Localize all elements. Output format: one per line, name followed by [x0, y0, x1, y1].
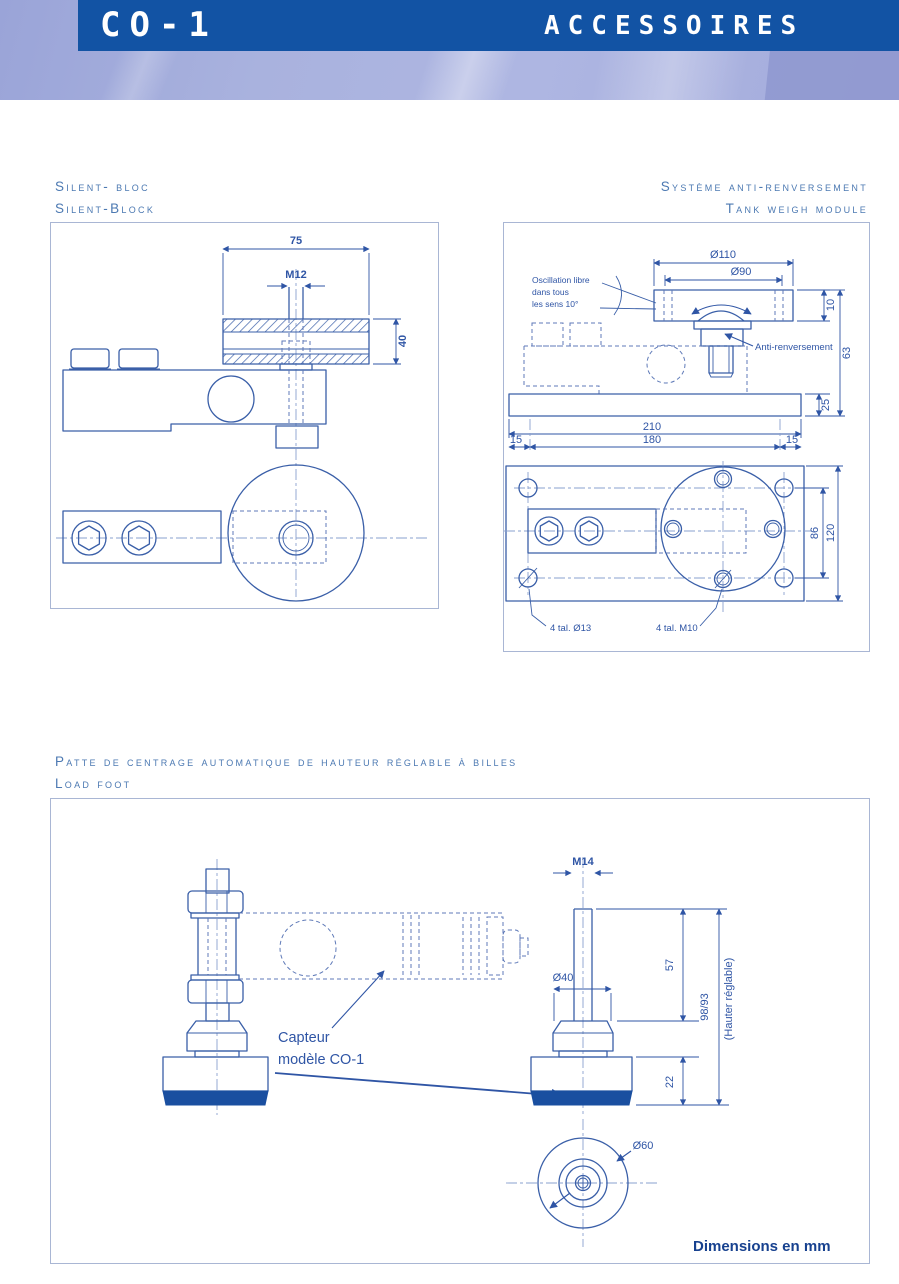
- tank-module-panel: [503, 222, 870, 652]
- svg-text:15: 15: [509, 434, 523, 446]
- svg-text:98/93: 98/93: [699, 993, 711, 1021]
- svg-text:Ø110: Ø110: [709, 249, 737, 261]
- anti-tip-disc: [654, 290, 793, 321]
- svg-text:Oscillation libre: Oscillation libre: [532, 275, 590, 285]
- centerline: [56, 269, 429, 597]
- svg-text:les sens 10°: les sens 10°: [532, 299, 579, 309]
- dim-height-40: [373, 319, 409, 364]
- tank-module-top-view: [504, 461, 812, 615]
- silent-bloc-drawing: [51, 223, 436, 606]
- load-foot-drawing: [51, 799, 867, 1261]
- page-title: ACCESSOIRES: [544, 11, 805, 41]
- units-note: Dimensions en mm: [693, 1238, 831, 1255]
- svg-text:120: 120: [825, 523, 837, 543]
- svg-text:4 tal. M10: 4 tal. M10: [656, 623, 698, 634]
- svg-text:10: 10: [825, 298, 837, 312]
- dim-86: [795, 488, 829, 578]
- anti-tip-label: [725, 334, 833, 353]
- silent-block-disc: [223, 319, 369, 364]
- load-cell-side-view: [63, 349, 326, 448]
- svg-text:57: 57: [664, 958, 676, 972]
- svg-text:Anti-renversement: Anti-renversement: [755, 342, 833, 353]
- svg-text:Ø60: Ø60: [632, 1140, 654, 1152]
- dim-thread-m14: [553, 856, 613, 873]
- section-title-load-foot: [55, 751, 517, 795]
- svg-text:(Hauter réglable): (Hauter réglable): [723, 957, 735, 1041]
- silent-bloc-panel: [50, 222, 439, 609]
- section-title-en: Silent-Block: [55, 201, 156, 216]
- foot-bottom-view: [506, 1119, 659, 1247]
- product-code: CO-1: [100, 5, 218, 45]
- svg-text:22: 22: [664, 1075, 676, 1089]
- anti-tip-pedestal: [694, 321, 751, 377]
- svg-text:86: 86: [809, 526, 821, 540]
- svg-text:180: 180: [642, 434, 662, 446]
- svg-text:M12: M12: [285, 269, 307, 281]
- dim-d110: [654, 249, 793, 286]
- section-title-fr: Système anti-renversement: [660, 179, 868, 194]
- svg-text:25: 25: [820, 398, 832, 412]
- sensor-label: [275, 971, 563, 1096]
- dim-d90: [665, 266, 782, 286]
- svg-text:40: 40: [397, 334, 409, 348]
- svg-text:Capteur: Capteur: [278, 1030, 330, 1046]
- header-band: [78, 0, 899, 51]
- section-title-en: Tank weigh module: [725, 201, 868, 216]
- load-foot-panel: [50, 798, 870, 1264]
- tank-module-drawing: [504, 223, 867, 649]
- load-cell-hidden-outline: [524, 323, 747, 394]
- svg-text:Ø40: Ø40: [552, 972, 574, 984]
- hole-labels: [529, 589, 722, 634]
- header-banner: [0, 0, 899, 100]
- silent-bloc-top-view: [63, 465, 364, 601]
- section-title-tank-module: [661, 176, 868, 220]
- dim-22: [636, 1057, 699, 1105]
- dim-25: [805, 394, 832, 416]
- svg-text:M14: M14: [572, 856, 594, 868]
- section-title-fr: Silent- bloc: [55, 179, 150, 194]
- section-title-en: Load foot: [55, 776, 132, 791]
- svg-text:Ø90: Ø90: [730, 266, 752, 278]
- svg-text:15: 15: [785, 434, 799, 446]
- dim-98-93: [636, 909, 735, 1105]
- svg-text:4 tal. Ø13: 4 tal. Ø13: [550, 623, 592, 634]
- base-plate-side: [509, 394, 801, 416]
- foot-detail-right: [531, 909, 632, 1105]
- dim-10: [797, 290, 837, 321]
- section-title-fr: Patte de centrage automatique de hauteur réglable à billes: [55, 754, 518, 769]
- svg-text:75: 75: [289, 235, 303, 247]
- svg-text:63: 63: [841, 346, 853, 360]
- oscillation-note: [532, 275, 656, 315]
- section-title-silent-bloc: [55, 176, 155, 220]
- dim-d40: [553, 972, 611, 1021]
- svg-text:dans tous: dans tous: [532, 287, 569, 297]
- svg-text:210: 210: [642, 421, 662, 433]
- load-cell-hidden-outline: [239, 913, 528, 979]
- foot-assembly-left: [163, 869, 268, 1105]
- svg-text:modèle CO-1: modèle CO-1: [278, 1052, 365, 1068]
